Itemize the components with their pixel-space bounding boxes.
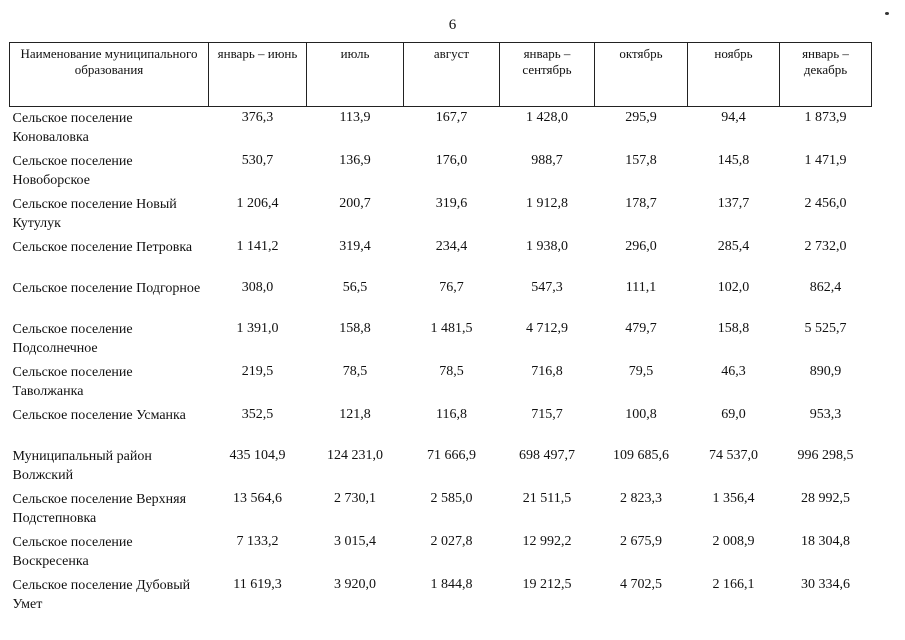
value-cell: 547,3	[531, 280, 563, 295]
value-cell: 74 537,0	[709, 448, 758, 463]
value-cell: 78,5	[439, 364, 464, 379]
value-cell: 219,5	[241, 364, 274, 379]
value-cell: 988,7	[531, 153, 563, 168]
value-cell: 530,7	[241, 153, 274, 168]
value-cell: 94,4	[721, 110, 746, 125]
value-cell: 1 206,4	[236, 196, 279, 211]
data-table	[9, 42, 872, 617]
value-cell: 113,9	[339, 110, 371, 125]
row-name-cell: Сельское поселение Таволжанка	[12, 365, 133, 399]
value-cell: 4 702,5	[620, 577, 662, 592]
value-cell: 158,8	[717, 321, 750, 336]
value-cell: 200,7	[339, 196, 371, 211]
value-cell: 2 027,8	[430, 534, 473, 549]
page-number: 6	[448, 17, 457, 33]
value-cell: 1 428,0	[526, 110, 568, 125]
value-cell: 1 873,9	[804, 110, 847, 125]
value-cell: 1 912,8	[526, 196, 568, 211]
value-cell: 79,5	[628, 364, 654, 379]
value-cell: 111,1	[625, 280, 657, 295]
value-cell: 124 231,0	[327, 448, 383, 463]
value-cell: 11 619,3	[233, 577, 282, 592]
value-cell: 1 141,2	[236, 239, 279, 254]
column-header: январь – сентябрь	[500, 43, 595, 107]
value-cell: 28 992,5	[801, 491, 850, 506]
value-cell: 136,9	[339, 153, 371, 168]
table-row	[10, 404, 872, 445]
column-header: январь – декабрь	[780, 43, 872, 107]
value-cell: 102,0	[717, 280, 750, 295]
value-cell: 295,9	[625, 110, 657, 125]
value-cell: 56,5	[342, 280, 368, 295]
row-name-cell: Муниципальный район Волжский	[12, 449, 152, 483]
value-cell: 319,4	[339, 239, 371, 254]
value-cell: 1 356,4	[712, 491, 755, 506]
value-cell: 158,8	[339, 321, 371, 336]
table-row	[10, 361, 872, 404]
value-cell: 18 304,8	[801, 534, 850, 549]
row-name-cell: Сельское поселение Верхняя Подстепновка	[12, 492, 187, 526]
value-cell: 4 712,9	[526, 321, 568, 336]
value-cell: 352,5	[241, 407, 274, 422]
value-cell: 2 730,1	[334, 491, 376, 506]
value-cell: 109 685,6	[613, 448, 669, 463]
table-row	[10, 445, 872, 488]
value-cell: 1 938,0	[526, 239, 568, 254]
column-header: Наименование муниципального образования	[10, 43, 209, 107]
table-row	[10, 318, 872, 361]
table-row	[10, 531, 872, 574]
value-cell: 996 298,5	[797, 448, 854, 463]
value-cell: 121,8	[339, 407, 371, 422]
column-header: август	[404, 43, 500, 107]
value-cell: 78,5	[342, 364, 368, 379]
scan-speck	[885, 12, 889, 15]
value-cell: 285,4	[717, 239, 750, 254]
table-row	[10, 574, 872, 617]
value-cell: 376,3	[241, 110, 274, 125]
table-row	[10, 488, 872, 531]
row-name-cell: Сельское поселение Новоборское	[12, 154, 133, 188]
row-name-cell: Сельское поселение Подгорное	[12, 281, 201, 296]
value-cell: 715,7	[531, 407, 563, 422]
value-cell: 5 525,7	[804, 321, 847, 336]
value-cell: 1 391,0	[236, 321, 279, 336]
value-cell: 2 732,0	[804, 239, 847, 254]
value-cell: 234,4	[435, 239, 468, 254]
row-name-cell: Сельское поселение Дубовый Умет	[12, 578, 191, 612]
value-cell: 2 008,9	[712, 534, 755, 549]
value-cell: 69,0	[721, 407, 746, 422]
value-cell: 2 456,0	[804, 196, 847, 211]
row-name-cell: Сельское поселение Воскресенка	[12, 535, 133, 569]
value-cell: 3 920,0	[334, 577, 376, 592]
value-cell: 308,0	[241, 280, 274, 295]
column-header: октябрь	[595, 43, 688, 107]
value-cell: 100,8	[625, 407, 657, 422]
table-row	[10, 236, 872, 277]
row-name-cell: Сельское поселение Петровка	[12, 240, 193, 255]
value-cell: 435 104,9	[229, 448, 286, 463]
table-row	[10, 277, 872, 318]
value-cell: 296,0	[625, 239, 657, 254]
header-row	[10, 43, 872, 107]
value-cell: 13 564,6	[233, 491, 282, 506]
value-cell: 178,7	[625, 196, 657, 211]
value-cell: 862,4	[809, 280, 842, 295]
value-cell: 698 497,7	[519, 448, 575, 463]
value-cell: 71 666,9	[427, 448, 476, 463]
row-name-cell: Сельское поселение Новый Кутулук	[12, 197, 177, 231]
value-cell: 12 992,2	[522, 534, 572, 549]
table-header	[10, 43, 872, 107]
value-cell: 157,8	[625, 153, 657, 168]
table-row	[10, 150, 872, 193]
value-cell: 890,9	[809, 364, 842, 379]
table-row	[10, 107, 872, 151]
value-cell: 479,7	[625, 321, 657, 336]
value-cell: 1 471,9	[804, 153, 847, 168]
value-cell: 1 844,8	[430, 577, 473, 592]
value-cell: 7 133,2	[236, 534, 279, 549]
value-cell: 137,7	[717, 196, 750, 211]
value-cell: 30 334,6	[801, 577, 850, 592]
table-body	[10, 107, 872, 618]
value-cell: 3 015,4	[334, 534, 376, 549]
value-cell: 953,3	[809, 407, 842, 422]
column-header: июль	[307, 43, 404, 107]
value-cell: 46,3	[721, 364, 746, 379]
value-cell: 176,0	[435, 153, 468, 168]
value-cell: 19 212,5	[522, 577, 572, 592]
column-header: январь – июнь	[209, 43, 307, 107]
value-cell: 2 675,9	[620, 534, 662, 549]
value-cell: 1 481,5	[430, 321, 473, 336]
row-name-cell: Сельское поселение Коноваловка	[12, 111, 133, 145]
value-cell: 145,8	[717, 153, 750, 168]
value-cell: 76,7	[439, 280, 464, 295]
value-cell: 21 511,5	[522, 491, 572, 506]
value-cell: 116,8	[436, 407, 467, 422]
column-header: ноябрь	[688, 43, 780, 107]
value-cell: 2 585,0	[430, 491, 473, 506]
value-cell: 716,8	[531, 364, 563, 379]
row-name-cell: Сельское поселение Подсолнечное	[12, 322, 133, 356]
value-cell: 319,6	[435, 196, 468, 211]
row-name-cell: Сельское поселение Усманка	[12, 408, 186, 423]
value-cell: 2 166,1	[712, 577, 755, 592]
value-cell: 2 823,3	[620, 491, 662, 506]
value-cell: 167,7	[435, 110, 468, 125]
table-row	[10, 193, 872, 236]
